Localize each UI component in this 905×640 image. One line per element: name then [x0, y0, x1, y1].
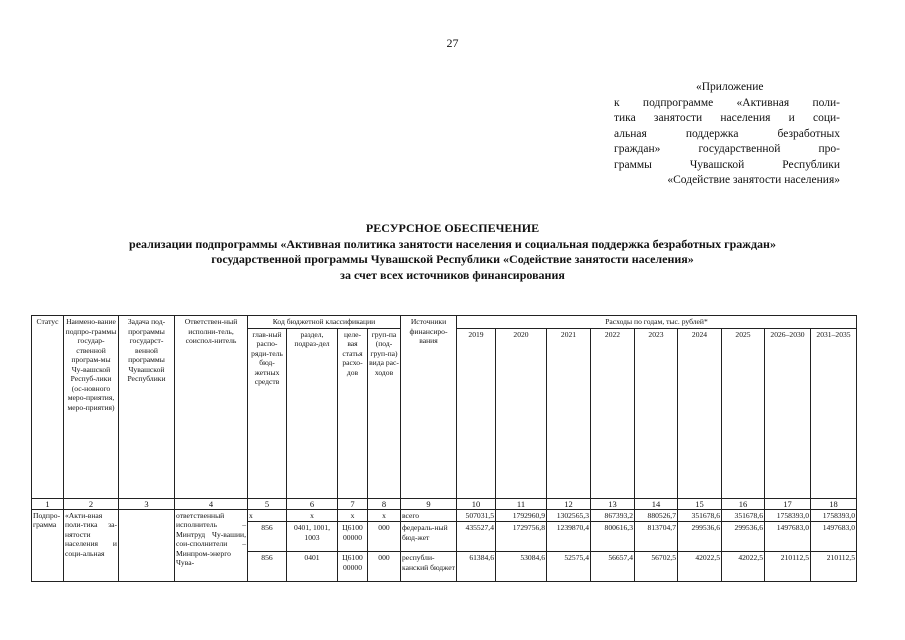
- column-number-row: [32, 498, 857, 509]
- column-number: 4: [175, 498, 248, 509]
- cell-bc-section: 0401, 1001, 1003: [287, 522, 338, 552]
- appendix-line: к подпрограмме «Активная поли-: [614, 96, 840, 109]
- cell-value: 1497683,0: [765, 522, 811, 552]
- header-year: 2022: [591, 328, 635, 498]
- column-number: 11: [496, 498, 547, 509]
- cell-value: 61384,6: [457, 552, 496, 582]
- row-status: Подпро-грамма: [32, 509, 64, 582]
- header-source: Источники финансиро-вания: [401, 316, 457, 499]
- cell-bc-target: Ц6100 00000: [338, 552, 368, 582]
- column-number: 9: [401, 498, 457, 509]
- cell-value: 52575,4: [547, 552, 591, 582]
- cell-bc-section: x: [287, 509, 338, 522]
- cell-value: 210112,5: [765, 552, 811, 582]
- cell-value: 299536,6: [722, 522, 765, 552]
- cell-value: 435527,4: [457, 522, 496, 552]
- column-number: 13: [591, 498, 635, 509]
- header-year: 2024: [678, 328, 722, 498]
- header-year: 2023: [635, 328, 678, 498]
- row-task: [119, 509, 175, 582]
- page-number: 27: [446, 36, 459, 50]
- cell-value: 880526,7: [635, 509, 678, 522]
- header-task: Задача под-программы государст-венной программы Чувашской Республики: [119, 316, 175, 499]
- cell-bc-group: x: [368, 509, 401, 522]
- header-bc-section: раздел, подраз-дел: [287, 328, 338, 498]
- column-number: 16: [722, 498, 765, 509]
- title-line: РЕСУРСНОЕ ОБЕСПЕЧЕНИЕ: [365, 221, 540, 235]
- appendix-line: граммы Чувашской Республики: [614, 158, 840, 171]
- column-number: 15: [678, 498, 722, 509]
- cell-bc-main: 856: [248, 552, 287, 582]
- header-responsible: Ответствен-ный исполни-тель, соиспол-нитель: [175, 316, 248, 499]
- cell-value: 800616,3: [591, 522, 635, 552]
- header-status: Статус: [32, 316, 64, 499]
- header-year: 2026–2030: [765, 328, 811, 498]
- cell-value: 299536,6: [678, 522, 722, 552]
- appendix-line: тика занятости населения и соци-: [614, 112, 840, 124]
- cell-value: 42022,5: [678, 552, 722, 582]
- column-number: 17: [765, 498, 811, 509]
- cell-bc-group: 000: [368, 552, 401, 582]
- cell-value: 56657,4: [591, 552, 635, 582]
- cell-value: 53084,6: [496, 552, 547, 582]
- header-expenses: Расходы по годам, тыс. рублей*: [457, 316, 857, 329]
- column-number: 14: [635, 498, 678, 509]
- header-year: 2021: [547, 328, 591, 498]
- header-year: 2025: [722, 328, 765, 498]
- column-number: 10: [457, 498, 496, 509]
- cell-bc-group: 000: [368, 522, 401, 552]
- cell-value: 1239870,4: [547, 522, 591, 552]
- title-line: государственной программы Чувашской Республики «Содействие занятости населения»: [211, 252, 694, 266]
- header-budget-code: Код бюджетной классификации: [248, 316, 401, 329]
- header-bc-group: груп-па (под-груп-па) вида рас-ходов: [368, 328, 401, 498]
- cell-value: 1758393,0: [811, 509, 857, 522]
- cell-value: 42022,5: [722, 552, 765, 582]
- column-number: 7: [338, 498, 368, 509]
- cell-value: 56702,5: [635, 552, 678, 582]
- cell-value: 507031,5: [457, 509, 496, 522]
- cell-value: 210112,5: [811, 552, 857, 582]
- cell-bc-target: Ц6100 00000: [338, 522, 368, 552]
- resource-table: [31, 315, 857, 582]
- header-year: 2020: [496, 328, 547, 498]
- cell-value: 1792960,9: [496, 509, 547, 522]
- cell-value: 351678,6: [722, 509, 765, 522]
- column-number: 1: [32, 498, 64, 509]
- appendix-line: «Содействие занятости населения»: [667, 174, 840, 186]
- cell-bc-section: 0401: [287, 552, 338, 582]
- row-name: «Акти-вная поли-тика за-нятости населения и соци-альная: [64, 509, 119, 582]
- title-line: за счет всех источников финансирования: [340, 267, 565, 282]
- column-number: 3: [119, 498, 175, 509]
- header-name: Наимено-вание подпро-граммы государ-ственной програм-мы Чу-вашской Респуб-лики (ос-новного меро-приятия, меро-приятия): [64, 316, 119, 499]
- cell-bc-main: 856: [248, 522, 287, 552]
- appendix-line: альная поддержка безработных: [614, 127, 840, 140]
- column-number: 18: [811, 498, 857, 509]
- cell-bc-target: x: [338, 509, 368, 522]
- header-bc-main: глав-ный распо-ряди-тель бюд-жетных средств: [248, 328, 287, 498]
- cell-value: 1729756,8: [496, 522, 547, 552]
- cell-source: федераль-ный бюд-жет: [401, 522, 457, 552]
- cell-bc-main: x: [248, 509, 287, 522]
- appendix-line: «Приложение: [696, 81, 764, 93]
- header-year: 2019: [457, 328, 496, 498]
- cell-value: 1497683,0: [811, 522, 857, 552]
- cell-value: 1758393,0: [765, 509, 811, 522]
- column-number: 5: [248, 498, 287, 509]
- cell-source: всего: [401, 509, 457, 522]
- title-line: реализации подпрограммы «Активная политика занятости населения и социальная поддержка безработных граждан»: [129, 236, 776, 251]
- cell-value: 351678,6: [678, 509, 722, 522]
- header-year: 2031–2035: [811, 328, 857, 498]
- row-responsible: ответственный исполнитель – Минтруд Чу-вашии, сои-сполнители – Минпром-энерго Чува-: [175, 509, 248, 582]
- column-number: 8: [368, 498, 401, 509]
- header-bc-target: целе-вая статья расхо-дов: [338, 328, 368, 498]
- document-title: [0, 221, 905, 283]
- appendix-line: граждан» государственной про-: [614, 143, 840, 155]
- column-number: 6: [287, 498, 338, 509]
- appendix-note: [614, 80, 840, 189]
- cell-source: республи-канский бюджет: [401, 552, 457, 582]
- column-number: 12: [547, 498, 591, 509]
- column-number: 2: [64, 498, 119, 509]
- cell-value: 867393,2: [591, 509, 635, 522]
- cell-value: 813704,7: [635, 522, 678, 552]
- table-row: [32, 509, 857, 522]
- cell-value: 1302565,3: [547, 509, 591, 522]
